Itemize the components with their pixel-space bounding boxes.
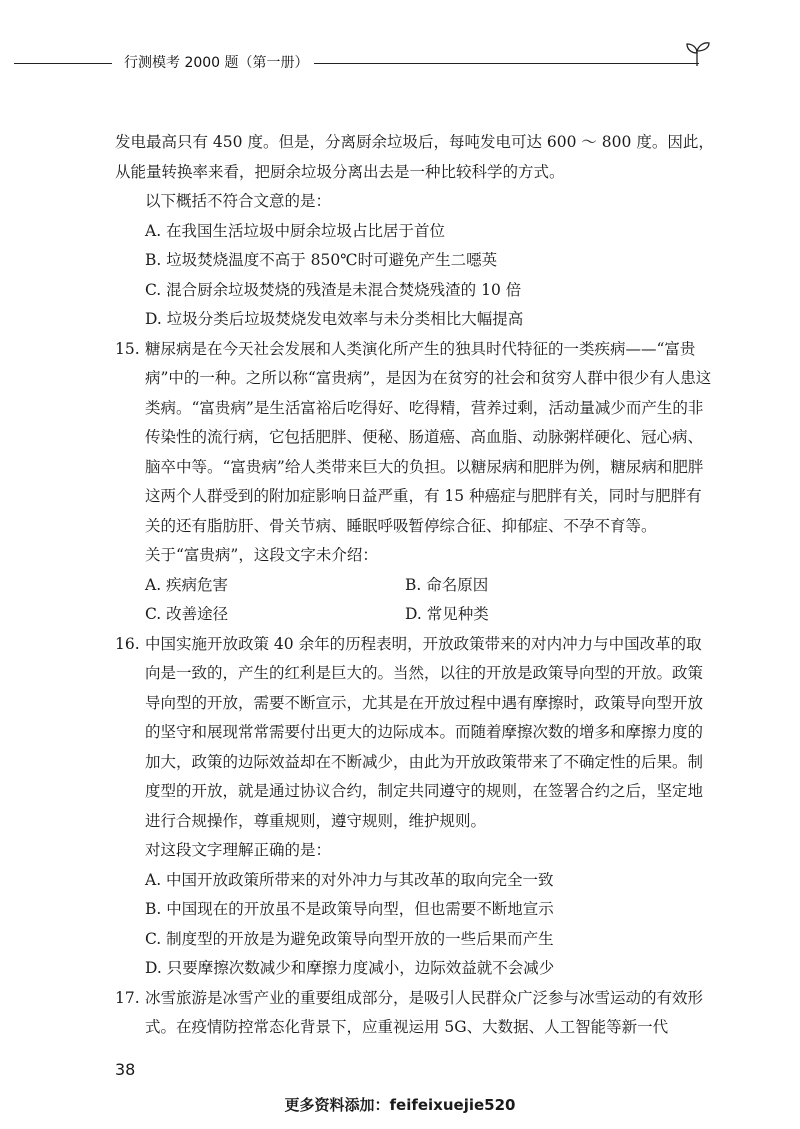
option-c: C. 制度型的开放是为避免政策导向型开放的一些后果而产生 (145, 929, 554, 948)
question-passage: 糖尿病是在今天社会发展和人类演化所产生的独具时代特征的一类疾病——“富贵病”中的一种。之所以称“富贵病”，是因为在贫穷的社会和贫穷人群中很少有人患这类病。“富贵病”是生活富裕后吃得好、吃得精，营养过剩，活动量减少而产生的非传染性的流行病，它包括肥胖、便秘、肠道癌、高血脂、动脉粥样硬化、冠心病、脑卒中等。“富贵病”给人类带来巨大的负担。以糖尿病和肥胖为例，糖尿病和肥胖这两个人群受到的附加症影响日益严重，有 15 种癌症与肥胖有关，同时与肥胖有关的还有脂肪肝、骨关节病、睡眠呼吸暂停综合征、抑郁症、不孕不育等。 (145, 339, 712, 535)
option-d: D. 常见种类 (405, 605, 489, 623)
question-number: 15. (115, 339, 140, 358)
footer-note: 更多资料添加：feifeixuejie520 (284, 1096, 516, 1114)
running-header (14, 52, 714, 74)
option-d: D. 垃圾分类后垃圾焚烧发电效率与未分类相比大幅提高 (145, 310, 524, 328)
option-a: A. 在我国生活垃圾中厨余垃圾占比居于首位 (145, 221, 446, 240)
page-number: 38 (115, 1060, 136, 1079)
sprout-icon (682, 38, 712, 68)
option-c: C. 改善途径 (145, 605, 229, 623)
options-row (115, 600, 715, 630)
option-a: A. 疾病危害 (145, 575, 229, 594)
continuation-text: 发电最高只有 450 度。但是，分离厨余垃圾后，每吨发电可达 600 ～ 800 度。因此，从能量转换率来看，把厨余垃圾分离出去是一种比较科学的方式。 (115, 133, 714, 181)
question-17 (115, 984, 715, 1043)
header-title: 行测模考 2000 题（第一册） (124, 55, 309, 71)
header-rule-left (14, 63, 112, 64)
question-passage: 冰雪旅游是冰雪产业的重要组成部分，是吸引人民群众广泛参与冰雪运动的有效形式。在疫情防控常态化背景下，应重视运用 5G、大数据、人工智能等新一代 (145, 988, 704, 1036)
question-stem: 以下概括不符合文意的是： (145, 192, 332, 210)
option-a: A. 中国开放政策所带来的对外冲力与其改革的取向完全一致 (145, 870, 554, 889)
question-stem: 关于“富贵病”，这段文字未介绍： (145, 546, 378, 564)
question-passage: 中国实施开放政策 40 余年的历程表明，开放政策带来的对内冲力与中国改革的取向是一致的，产生的红利是巨大的。当然，以往的开放是政策导向型的开放。政策导向型的开放，需要不断宣示，尤其是在开放过程中遇有摩擦时，政策导向型开放的坚守和展现常常需要付出更大的边际成本。而随着摩擦次数的增多和摩擦力度的加大，政策的边际效益却在不断减少，由此为开放政策带来了不确定性的后果。制度型的开放，就是通过协议合约，制定共同遵守的规则，在签署合约之后，坚定地进行合规操作，尊重规则，遵守规则，维护规则。 (145, 634, 704, 830)
option-b: B. 中国现在的开放虽不是政策导向型，但也需要不断地宣示 (145, 900, 554, 918)
question-stem: 对这段文字理解正确的是： (145, 841, 332, 859)
option-c: C. 混合厨余垃圾焚烧的残渣是未混合焚烧残渣的 10 倍 (145, 280, 522, 299)
question-number: 16. (115, 634, 140, 653)
question-number: 17. (115, 988, 140, 1007)
option-d: D. 只要摩擦次数减少和摩擦力度减小，边际效益就不会减少 (145, 959, 555, 977)
question-15 (115, 335, 715, 542)
option-b: B. 命名原因 (405, 575, 489, 594)
option-b: B. 垃圾焚烧温度不高于 850℃时可避免产生二噁英 (145, 251, 498, 269)
options-row (115, 571, 715, 601)
header-rule-right (314, 63, 699, 64)
page-content (115, 128, 715, 1043)
question-16 (115, 630, 715, 837)
